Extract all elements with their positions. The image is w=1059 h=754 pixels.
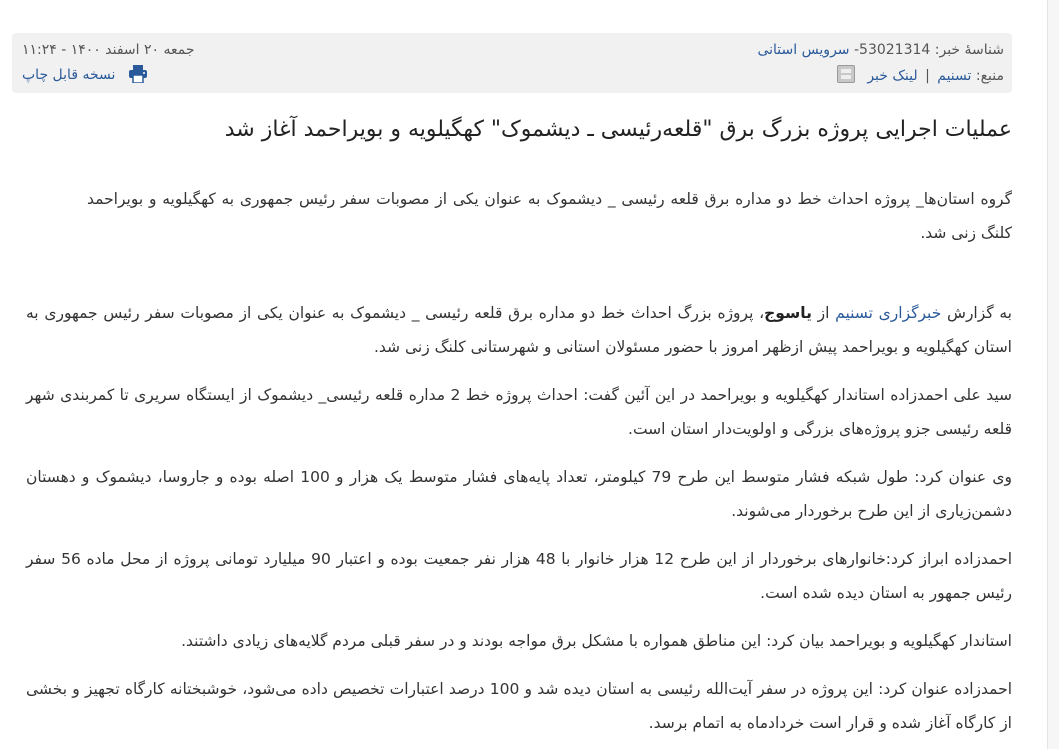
p1-prefix: به گزارش [941,304,1012,322]
news-id-value: 53021314- [853,42,931,58]
dateline-city: یاسوج [764,304,812,322]
source-label: منبع: [975,68,1004,84]
p1-rest: ، پروژه بزرگ احداث خط دو مداره برق قلعه رئیسی _ دیشموک به عنوان یکی از مصوبات سفر رئیس جمهوری به استان کهگیلویه و بویراحمد پیش ازظهر امروز با حضور مسئولان استانی و شهرستانی کلنگ زنی شد. [26,304,1012,356]
service-link[interactable]: سرویس استانی [757,42,850,58]
archive-icon[interactable] [837,65,855,83]
article-headline: عملیات اجرایی پروژه بزرگ برق "قلعه‌رئیسی ـ دیشموک" کهگیلویه و بویراحمد آغاز شد [224,117,1012,142]
news-datetime: جمعه ۲۰ اسفند ۱۴۰۰ - ۱۱:۲۴ [22,42,195,58]
source-row [837,65,1004,86]
meta-separator: | [925,68,930,84]
article-body [26,296,1012,754]
news-meta-bar [12,33,1012,93]
agency-link[interactable]: خبرگزاری تسنیم [835,304,942,322]
p1-from: از [811,304,836,322]
print-row[interactable] [22,65,148,89]
article-lead: گروه استان‌ها_ پروژه احداث خط دو مداره برق قلعه رئیسی _ دیشموک به عنوان یکی از مصوبات سفر رئیس جمهوری به کهگیلویه و بویراحمد کلنگ زنی شد. [87,190,1012,242]
article-paragraph-4: احمدزاده ابراز کرد:خانوارهای برخوردار از این طرح 12 هزار خانوار با 48 هزار نفر جمعیت بوده و اعتبار 90 میلیارد تومانی پروژه از محل ماده 56 سفر رئیس جمهور به استان دیده شده است. [26,550,1013,602]
source-link[interactable]: تسنیم [937,68,972,84]
news-id-label: شناسهٔ خبر: [934,42,1004,58]
article-paragraph-3: وی عنوان کرد: طول شبکه فشار متوسط این طرح 79 کیلومتر، تعداد پایه‌های فشار متوسط یک هزار و 100 اصله بوده و جاروسا، دیشموک و دهستان دشمن‌زیاری از این طرح برخوردار می‌شوند. [26,468,1012,520]
vertical-scrollbar[interactable] [1047,0,1059,749]
date-row [22,40,195,60]
print-version-link[interactable]: نسخه قابل چاپ [22,67,116,83]
article-paragraph-2: سید علی احمدزاده استاندار کهگیلویه و بویراحمد در این آئین گفت: احداث پروژه خط 2 مداره قلعه رئیسی_ دیشموک از ایستگاه سریری تا کمربندی شهر قلعه رئیسی جزو پروژه‌های بزرگی و اولویت‌دار استان است. [26,386,1013,438]
news-id-row [757,40,1004,60]
article-paragraph-1 [26,296,1012,364]
article-paragraph-6: احمدزاده عنوان کرد: این پروژه در سفر آیت‌الله رئیسی به استان دیده شد و 100 درصد اعتبارات تخصیص داده می‌شود، خوشبختانه کارگاه تجهیز و بخشی از کارگاه آغاز شده و قرار است خردادماه به اتمام برسد. [26,680,1013,732]
printer-icon[interactable] [128,65,148,89]
news-link[interactable]: لینک خبر [867,68,918,84]
article-paragraph-5: استاندار کهگیلویه و بویراحمد بیان کرد: این مناطق همواره با مشکل برق مواجه بودند و در سفر قبلی مردم گلایه‌های زیادی داشتند. [181,632,1012,650]
